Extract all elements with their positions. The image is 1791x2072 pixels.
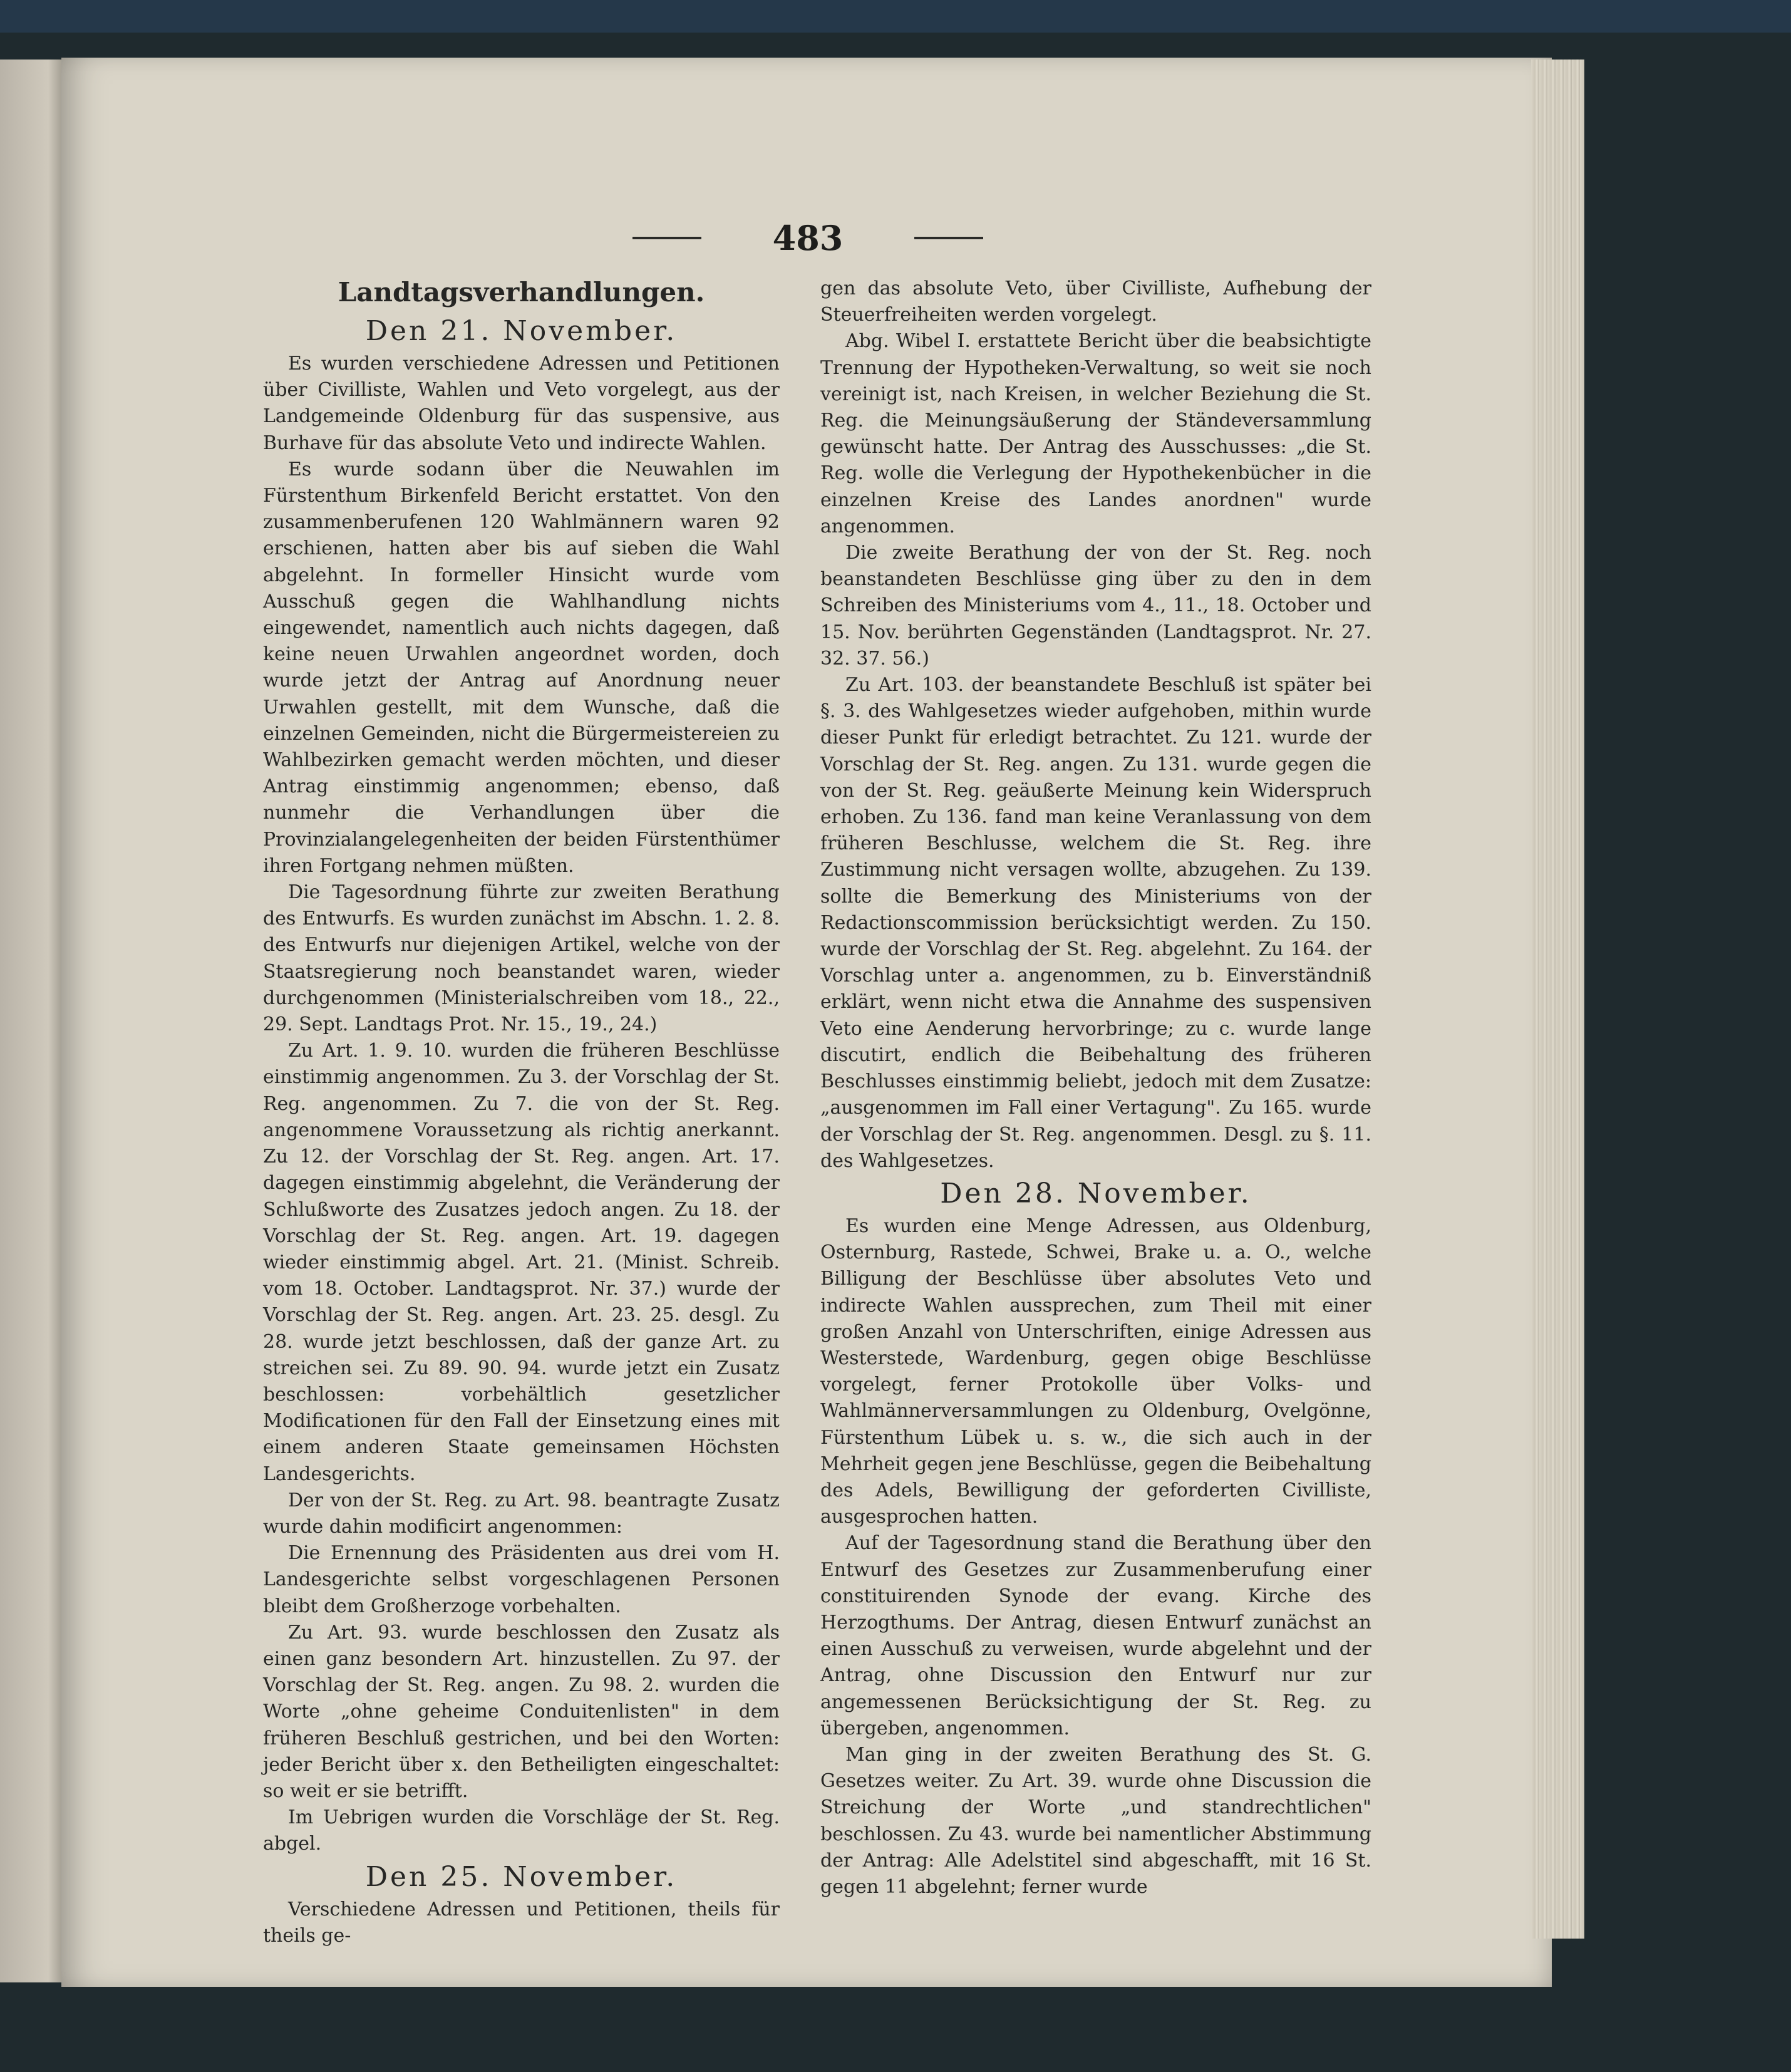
paragraph: Es wurden verschiedene Adressen und Petitionen über Civilliste, Wahlen und Veto vorgelegt, aus der Landgemeinde Oldenburg für das suspensive, aus Burhave für das absolute Veto und indirecte Wahlen. — [263, 353, 780, 454]
paragraph: Im Uebrigen wurden die Vorschläge der St. Reg. abgel. — [263, 1806, 780, 1855]
paragraph: Man ging in der zweiten Berathung des St. G. Gesetzes weiter. Zu Art. 39. wurde ohne Discussion die Streichung der Worte „und standrechtlichen" beschlossen. Zu 43. wurde bei namentlicher Abstimmung der Antrag: Alle Adelstitel sind abgeschafft, mit 16 St. gegen 11 abgelehnt; ferner wurde — [820, 1743, 1371, 1898]
paragraph: Die Tagesordnung führte zur zweiten Berathung des Entwurfs. Es wurden zunächst im Abschn. 1. 2. 8. des Entwurfs nur diejenigen Artikel, welche von der Staatsregierung noch beanstandet waren, wieder durchgenommen (Ministerialschreiben vom 18., 22., 29. Sept. Landtags Prot. Nr. 15., 19., 24.) — [263, 881, 780, 1036]
paragraph: Es wurde sodann über die Neuwahlen im Fürstenthum Birkenfeld Bericht erstattet. Von den zusammenberufenen 120 Wahlmännern waren 92 erschienen, hatten aber bis auf sieben die Wahl abgelehnt. In formeller Hinsicht wurde vom Ausschuß gegen die Wahlhandlung nichts eingewendet, namentlich auch nichts dagegen, daß keine neuen Urwahlen angeordnet worden, doch wurde jetzt der Antrag auf Anordnung neuer Urwahlen gestellt, mit dem Wunsche, daß die einzelnen Gemeinden, nicht die Bürgermeistereien zu Wahlbezirken gemacht werden möchten, und dieser Antrag einstimmig angenommen; ebenso, daß nunmehr die Verhandlungen über die Provinzialangelegenheiten der beiden Fürstenthümer ihren Fortgang nehmen müßten. — [263, 458, 780, 877]
header-rule-right — [914, 237, 983, 239]
paragraph: Auf der Tagesordnung stand die Berathung über den Entwurf des Gesetzes zur Zusammenberufung einer constituirenden Synode der evang. Kirche des Herzogthums. Der Antrag, diesen Entwurf zunächst an einen Ausschuß zu verweisen, wurde abgelehnt und der Antrag, ohne Discussion den Entwurf nur zur angemessenen Berücksichtigung der St. Reg. zu übergeben, angenommen. — [820, 1532, 1371, 1739]
scan-top-strip — [0, 0, 1791, 33]
paragraph: Abg. Wibel I. erstattete Bericht über die beabsichtigte Trennung der Hypotheken-Verwaltung, so weit sie noch vereinigt ist, nach Kreisen, in welcher Beziehung die St. Reg. die Meinungsäußerung der Ständeversammlung gewünscht hatte. Der Antrag des Ausschusses: „die St. Reg. wolle die Verlegung der Hypothekenbücher in die einzelnen Kreise des Landes anordnen" wurde angenommen. — [820, 330, 1371, 537]
paragraph: Zu Art. 93. wurde beschlossen den Zusatz als einen ganz besondern Art. hinzustellen. Zu 97. der Vorschlag der St. Reg. angen. Zu 98. 2. wurden die Worte „ohne geheime Conduitenlisten" in dem früheren Beschluß gestrichen, und bei den Worten: jeder Bericht über x. den Betheiligten eingeschaltet: so weit er sie betrifft. — [263, 1621, 780, 1802]
paragraph: Zu Art. 1. 9. 10. wurden die früheren Beschlüsse einstimmig angenommen. Zu 3. der Vorschlag der St. Reg. angenommen. Zu 7. die von der St. Reg. angenommene Voraussetzung als richtig anerkannt. Zu 12. der Vorschlag der St. Reg. angen. Art. 17. dagegen einstimmig abgelehnt, die Veränderung der Schlußworte des Zusatzes jedoch angen. Zu 18. der Vorschlag der St. Reg. angen. Art. 19. dagegen wieder einstimmig abgel. Art. 21. (Minist. Schreib. vom 18. October. Landtagsprot. Nr. 37.) wurde der Vorschlag der St. Reg. angen. Art. 23. 25. desgl. Zu 28. wurde jetzt beschlossen, daß der ganze Art. zu streichen sei. Zu 89. 90. 94. wurde jetzt ein Zusatz beschlossen: vorbehältlich gesetzlicher Modificationen für den Fall der Einsetzung eines mit einem anderen Staate gemeinsamen Höchsten Landesgerichts. — [263, 1040, 780, 1485]
paragraph: Es wurden eine Menge Adressen, aus Oldenburg, Osternburg, Rastede, Schwei, Brake u. a. O., welche Billigung der Beschlüsse über absolutes Veto und indirecte Wahlen aussprechen, zum Theil mit einer großen Anzahl von Unterschriften, einige Adressen aus Westerstede, Wardenburg, gegen obige Beschlüsse vorgelegt, ferner Protokolle über Volks- und Wahlmännerversammlungen zu Oldenburg, Ovelgönne, Fürstenthum Lübek u. s. w., die sich auch in der Mehrheit gegen jene Beschlüsse, gegen die Beibehaltung des Adels, Bewilligung der geforderten Civilliste, ausgesprochen hatten. — [820, 1215, 1371, 1528]
paragraph: Verschiedene Adressen und Petitionen, theils für theils ge- — [263, 1898, 780, 1947]
right-column — [820, 276, 1371, 1900]
facing-page-edge — [0, 60, 69, 1982]
page-edges — [1531, 60, 1584, 1939]
page-header — [632, 216, 983, 260]
left-column — [263, 276, 780, 1949]
paragraph: Die Ernennung des Präsidenten aus drei vom H. Landesgerichte selbst vorgeschlagenen Personen bleibt dem Großherzoge vorbehalten. — [263, 1542, 780, 1617]
paragraph: Der von der St. Reg. zu Art. 98. beantragte Zusatz wurde dahin modificirt angenommen: — [263, 1489, 780, 1538]
page-number: 483 — [772, 218, 844, 258]
paragraph: Zu Art. 103. der beanstandete Beschluß ist später bei §. 3. des Wahlgesetzes wieder aufgehoben, mithin wurde dieser Punkt für erledigt betrachtet. Zu 121. wurde der Vorschlag der St. Reg. angen. Zu 131. wurde gegen die von der St. Reg. geäußerte Meinung kein Widerspruch erhoben. Zu 136. fand man keine Veranlassung von dem früheren Beschlusse, welchem die St. Reg. ihre Zustimmung nicht versagen wollte, abzugehen. Zu 139. sollte die Bemerkung des Ministeriums von der Redactionscommission berücksichtigt werden. Zu 150. wurde der Vorschlag der St. Reg. abgelehnt. Zu 164. der Vorschlag unter a. angenommen, zu b. Einverständniß erklärt, wenn nicht etwa die Annahme des suspensiven Veto eine Aenderung hervorbringe; zu c. wurde lange discutirt, endlich die Beibehaltung des früheren Beschlusses einstimmig beliebt, jedoch mit dem Zusatze: „ausgenommen im Fall einer Vertagung". Zu 165. wurde der Vorschlag der St. Reg. angenommen. Desgl. zu §. 11. des Wahlgesetzes. — [820, 674, 1371, 1172]
date-heading: Den 28. November. — [940, 1177, 1252, 1210]
date-heading: Den 21. November. — [365, 315, 678, 347]
date-heading: Den 25. November. — [365, 1860, 678, 1893]
header-rule-left — [632, 237, 701, 239]
paragraph: gen das absolute Veto, über Civilliste, Aufhebung der Steuerfreiheiten werden vorgelegt. — [820, 277, 1371, 326]
paragraph: Die zweite Berathung der von der St. Reg. noch beanstandeten Beschlüsse ging über zu den in dem Schreiben des Ministeriums vom 4., 11., 18. October und 15. Nov. berührten Gegenständen (Landtagsprot. Nr. 27. 32. 37. 56.) — [820, 542, 1371, 670]
section-title: Landtagsverhandlungen. — [338, 277, 705, 308]
